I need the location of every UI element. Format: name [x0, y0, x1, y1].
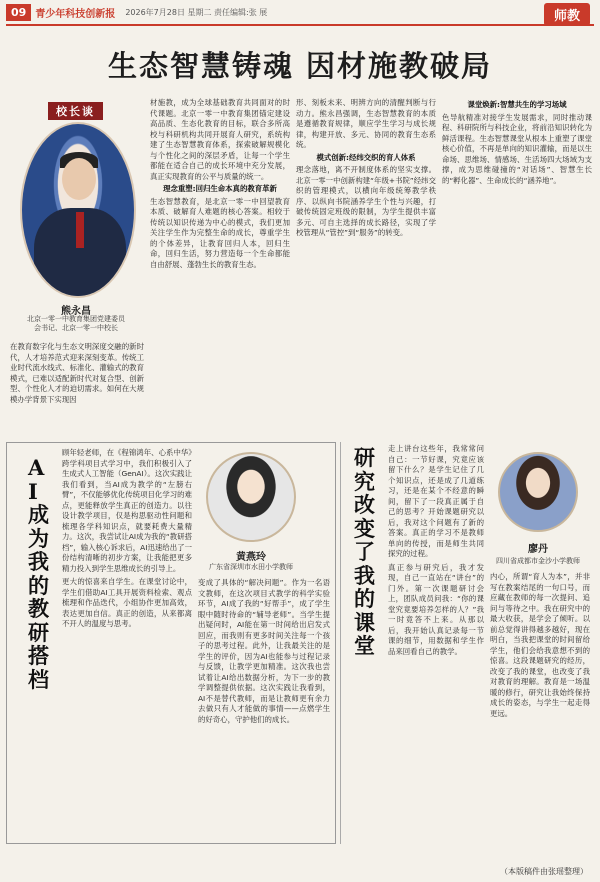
- subhead-classroom: 课堂焕新:智慧共生的学习场域: [467, 100, 567, 109]
- article-col-1: 在教育数字化与生态文明深度交融的新时代，人才培养范式迎来深刻变革。传统工业时代流水线式、标准化、灌输式的教育模式，已难以适配新时代对复合型、创新型、个性化人才的迫切需求。如何在大规模办学背景下实现因: [10, 342, 144, 404]
- piece-research-col-1: 走上讲台这些年，我常常问自己：一节好课，究竟应该留下什么？是学生记住了几个知识点，还是成了几道练习，还是在某个不经意的瞬间，留下了一段真正属于自己的思考？开始课题研究以后，我对这个问题有了新的答案。真正的学习不是教师单向的传授，而是师生共同探究的过程。 真正参与研究后，我才发现，自己一直站在“讲台”的门外。第一次课题研讨会上，团队成员问我：“你的课堂究竟要培养怎样的人？”我一时竟答不上来。从那以后，我开始认真记录每一节课的细节，用数据和学生作品来回看自己的教学。: [388, 444, 484, 656]
- piece-ai-col-1: 顾年轻老师，在《程锦鸿年、心系中华》跨学科项目式学习中，我们积极引入了生成式人工智能（GenAI）。这次实践让我们看到，当AI成为教学的“左膀右臂”，不仅能够优化传统项目化学习的难点，更能释放学生真正的创造力。以往设计教学项目，仅是构思驱动性问题和梳理各学科知识点，就要耗费大量精力。这次，我尝试让AI成为我的“教研搭档”，输入核心诉求后，AI迅速给出了一份结构清晰的初步方案，让我能把更多精力投入到学生思维成长的引导上。 更大的惊喜来自学生。在课堂讨论中，学生们借助AI工具开展资料检索、观点梳理和作品迭代，小组协作更加高效，表达更加自信。真正的创造，从来都离不开人的温度与思考。: [62, 448, 192, 629]
- page-header: [0, 0, 600, 24]
- teacher-liao-name: 廖丹: [528, 544, 548, 555]
- teacher-liao-photo: [498, 452, 578, 532]
- teacher-huang-photo: [206, 452, 296, 542]
- column-tag: 校长谈: [48, 102, 103, 120]
- article-col-4: 课堂焕新:智慧共生的学习场域 色导航精准对接学生发展需求，同时推动课程、科研院所与科技企业，将前沿知识转化为鲜活课程。生态智慧课堂从根本上重塑了课堂核心价值，不再是单向的知识灌输，而是以生命场、思维场、情感场、生活场四大场域为支撑，成为思维碰撞的“对话场”、智慧生长的“孵化器”、生命成长的“涵养地”。: [442, 100, 592, 185]
- subhead-philosophy: 理念重塑:回归生命本真的教育革新: [163, 184, 277, 194]
- page-headline: 生态智慧铸魂 因材施教破局: [107, 49, 493, 83]
- article-col-2: 材施教，成为全球基础教育共同面对的时代课题。北京一零一中教育集团锚定建设高品质、生态化教育的目标，联合多所高校与科研机构共同开展育人研究，系统构建了生态智慧教育体系，探索破解规模化与个性化之间的深层矛盾，让每一个学生都能在适合自己的成长环境中充分发展，真正实现教育的公平与质量的统一。 理念重塑:回归生命本真的教育革新 生态智慧教育，是北京一零一中回望教育本质、破解育人难题的核心答案。相较于传统以知识传递为中心的模式，我们更加关注学生作为完整生命的成长，尊重学生的个体差异，让教育回归人本，回归生命，回归生活，努力营造每一个生命都能自由舒展、蓬勃生长的教育生态。: [150, 98, 290, 269]
- issue-meta: 2026年7月28日 星期二 责任编辑:张 展: [125, 7, 268, 17]
- teacher-huang-role: 广东省深圳市水田小学教师: [209, 563, 293, 571]
- piece-research-title: 研究改变了我的课堂: [354, 445, 375, 659]
- principal-role: 北京一零一中教育集团党建委员 会书记、北京一零一中校长: [27, 315, 125, 333]
- principal-photo: [20, 122, 136, 298]
- piece-ai-title: AI成为我的教研搭档: [28, 455, 49, 692]
- column-divider: [340, 442, 341, 844]
- page-number: 09: [6, 4, 31, 21]
- subhead-model: 模式创新:经纬交织的育人体系: [316, 152, 416, 162]
- paper-name: 青少年科技创新报: [35, 8, 116, 20]
- editor-note: （本版稿件由张瑶整理）: [500, 867, 588, 876]
- article-col-3: 形、刻板未来、明辨方向的清醒判断与行动力。熊永昌强调，生态智慧教育的本质是遵循教育规律，顺应学生学习与成长规律，构建开放、多元、协同的教育生态系统。 模式创新:经纬交织的育人体系 理念落地，离不开制度体系的坚实支撑。北京一零一中创新构建“年级+书院”经纬交织的管理模式，以横向年级统筹教学秩序、以纵向书院涵养学生个性与兴趣，打破传统固定班级的限制，为学生提供丰富多元、可自主选择的成长路径，实现了学校管理从“管控”到“服务”的转变。: [296, 98, 436, 238]
- piece-research-col-2: 内心，所谓“育人为本”，并非写在教案结尾的一句口号，而应藏在教师的每一次提问、追问与等待之中。我在研究中的最大收获，是学会了倾听。以前总觉得讲得越多越好，现在明白，当我把课堂的时间留给学生，他们会给我意想不到的惊喜。这段课题研究的经历，改变了我的课堂，也改变了我对教育的理解。教育是一场温暖的修行，研究让我始终保持成长的姿态，与学生一起走得更远。: [490, 572, 590, 718]
- principal-portrait-box: [12, 102, 140, 332]
- header-rule: [6, 24, 594, 26]
- section-badge: 师教: [544, 3, 590, 26]
- teacher-liao-role: 四川省成都市金沙小学教师: [496, 557, 580, 565]
- principal-name: 熊永昌: [61, 306, 91, 317]
- piece-ai-col-2: 变成了具体的“解决问题”。作为一名语文教师，在这次项目式教学的科学实验环节，AI成了我的“好帮手”，成了学生眼中随时待命的“辅导老师”。当学生提出疑问时，AI能在第一时间给出启发式回应，而我则有更多时间关注每一个孩子的思考过程。此外，让我最关注的是学生的评价，因为AI也能参与过程记录与反馈，让教学更加精准。这次我也尝试着让AI给出数据分析，为下一步的教学调整提供依据。这次实践让我看到，AI不是替代教师，而是让教师更有余力去做只有人才能做的事情——点燃学生的好奇心，守护他们的成长。: [198, 578, 330, 724]
- teacher-huang-name: 黄燕玲: [236, 552, 266, 563]
